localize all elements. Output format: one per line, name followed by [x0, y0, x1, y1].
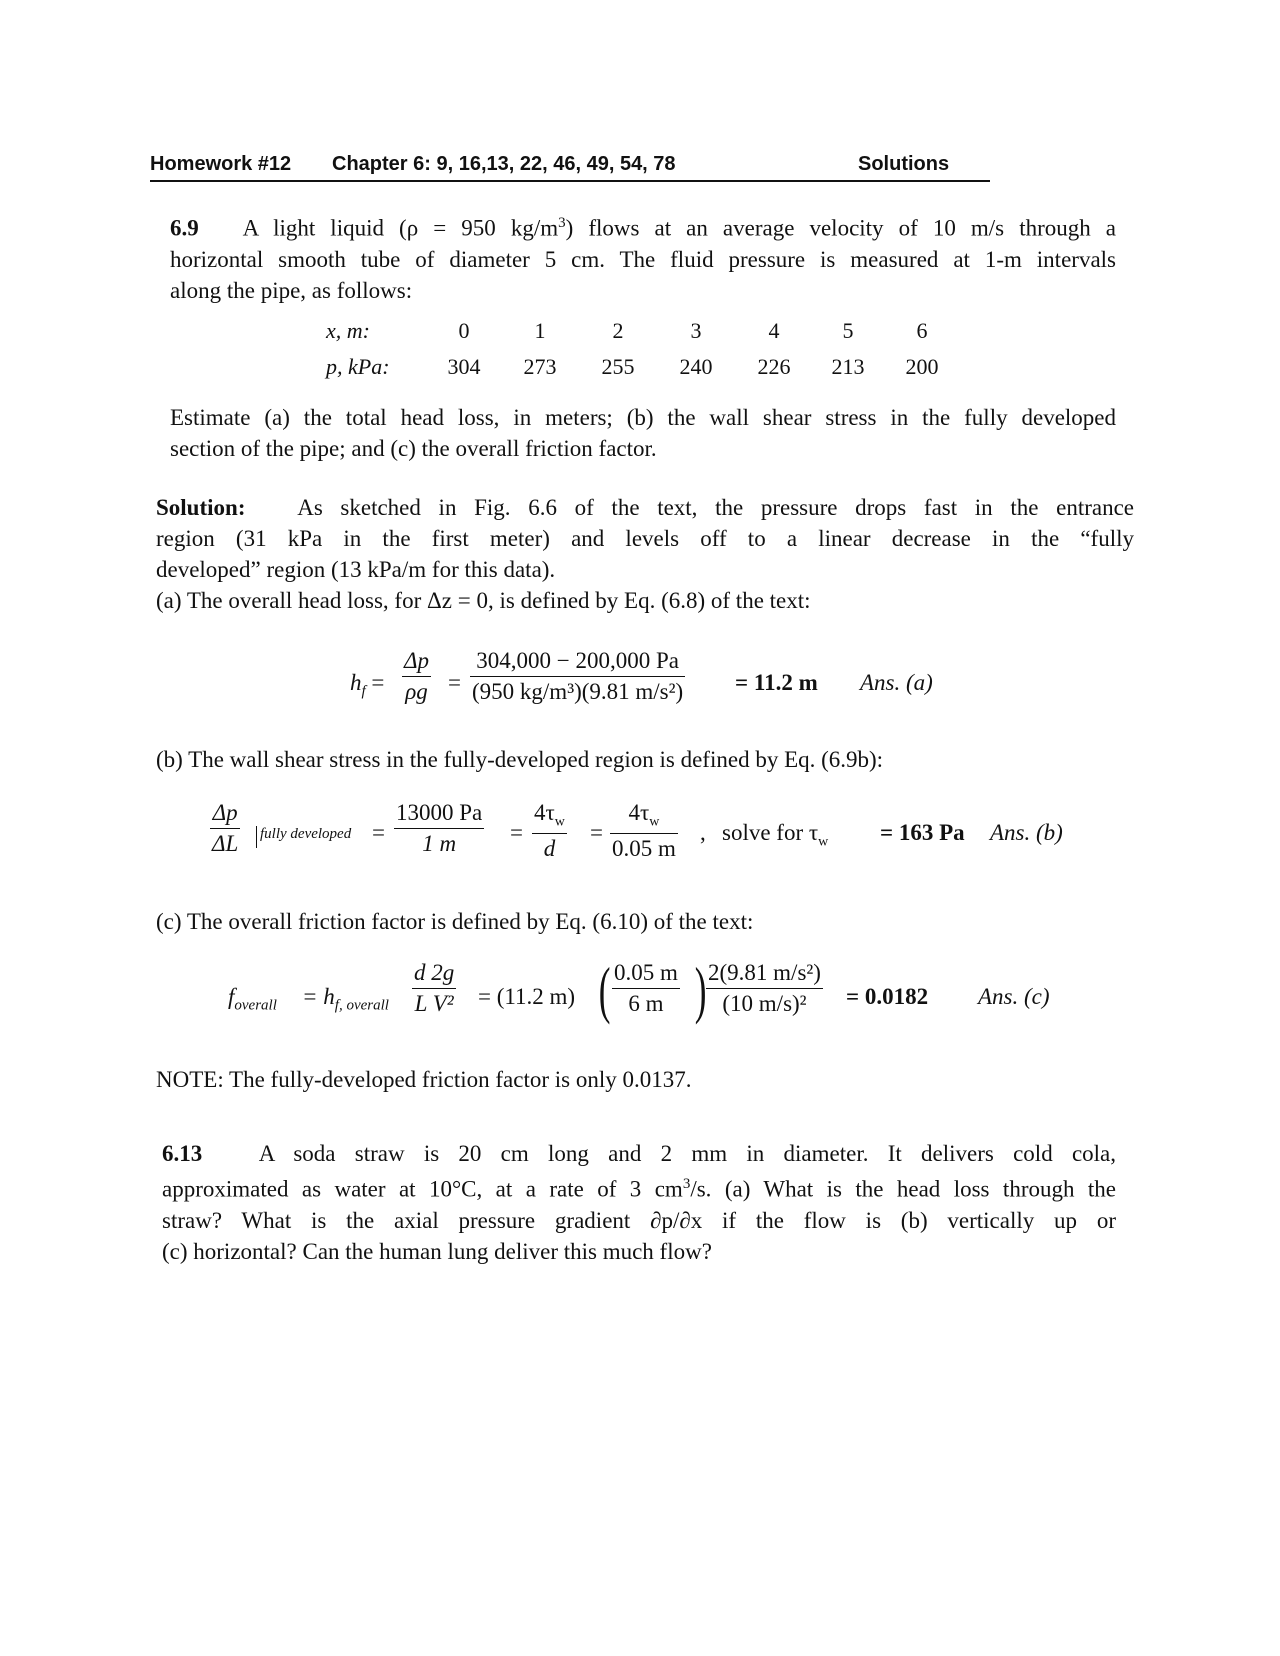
eq-h-sub: f, overall — [334, 997, 389, 1014]
tau-subscript: w — [554, 814, 565, 830]
table-cell: 2 — [612, 318, 624, 343]
table-cell: 1 — [534, 318, 546, 343]
numerator: 4τ — [534, 800, 555, 825]
answer-label: Ans. (a) — [860, 670, 933, 695]
denominator: L V² — [414, 991, 454, 1016]
page-header — [150, 150, 990, 182]
table-cell: 213 — [831, 354, 865, 379]
equation-c: $f_{overall}$ = $h_{f, overall}$ d 2g L V² = (11.2 m) ( 0.05 m 6 m ) 2(9.81 m/s²) (10 m/s)² = 0.0182 Ans. (c) — [228, 954, 1050, 1025]
statement-part: ) flows at an average velocity of 10 m/s through a — [565, 215, 1117, 241]
fraction — [532, 800, 567, 862]
table-cell: 3 — [690, 318, 702, 343]
solution-line: developed” region (13 kPa/m for this data). — [156, 557, 556, 582]
superscript: 3 — [682, 1176, 691, 1192]
denominator: (950 kg/m³)(9.81 m/s²) — [472, 679, 684, 704]
solve-text: solve for τ — [722, 820, 819, 845]
chapter-list: Chapter 6: 9, 16,13, 22, 46, 49, 54, 78 — [332, 153, 676, 175]
table-cell: 273 — [523, 354, 557, 379]
part-a-intro: (a) The overall head loss, for Δz = 0, is defined by Eq. (6.8) of the text: — [156, 588, 811, 613]
numerator: Δp — [404, 648, 429, 673]
statement-line: (c) horizontal? Can the human lung deliver this much flow? — [162, 1238, 712, 1264]
answer-label: Ans. (c) — [978, 984, 1050, 1009]
answer-value: = 163 Pa — [880, 820, 965, 845]
fraction — [210, 800, 240, 857]
solution-line: region (31 kPa in the first meter) and levels off to a linear decrease in the “fully — [156, 526, 1134, 551]
eq-lhs: f — [228, 984, 235, 1009]
fully-developed-sub: fully developed — [260, 826, 352, 842]
numerator: 13000 Pa — [396, 800, 483, 825]
table-cell: 226 — [757, 354, 791, 379]
statement-part: A light liquid (ρ = 950 kg/m — [242, 215, 559, 241]
numerator: 304,000 − 200,000 Pa — [476, 648, 679, 673]
x-label: x, m: — [326, 318, 370, 343]
tau-subscript: w — [649, 814, 660, 830]
fraction — [612, 960, 680, 1017]
solution-label: Solution: — [156, 495, 246, 520]
eq-h: = h — [302, 984, 335, 1009]
problem-number: 6.9 — [170, 215, 199, 241]
denominator: d — [543, 835, 556, 861]
problem-6-9-statement — [170, 208, 1116, 306]
fraction — [402, 648, 431, 705]
numerator: Δp — [212, 800, 238, 825]
table-cell: 5 — [842, 318, 854, 343]
fraction — [470, 648, 685, 705]
problem-number: 6.13 — [162, 1141, 203, 1166]
note-text: NOTE: The fully-developed friction factor is only 0.0137. — [156, 1067, 692, 1092]
estimate-line: Estimate (a) the total head loss, in meters; (b) the wall shear stress in the fully developed — [170, 405, 1116, 430]
superscript: 3 — [558, 215, 566, 231]
statement-line: along the pipe, as follows: — [170, 277, 413, 303]
equation-b: Δp ΔL fully developed = 13000 Pa 1 m = $4\tau_w$ d = $4\tau_w$ 0.05 m , solve for $\tau_w$ = 163 Pa Ans. (b) — [212, 800, 1063, 861]
estimate-line: section of the pipe; and (c) the overall friction factor. — [170, 436, 657, 461]
problem-6-13-statement — [162, 1138, 1116, 1267]
part-b-intro: (b) The wall shear stress in the fully-developed region is defined by Eq. (6.9b): — [156, 747, 884, 772]
denominator: 1 m — [422, 831, 457, 856]
tau-subscript: w — [818, 834, 829, 850]
statement-line: straw? What is the axial pressure gradient ∂p/∂x if the flow is (b) vertically up or — [162, 1207, 1116, 1233]
fraction — [412, 960, 456, 1017]
denominator: (10 m/s)² — [722, 991, 807, 1016]
denominator: 0.05 m — [612, 835, 676, 861]
statement-line: A soda straw is 20 cm long and 2 mm in diameter. It delivers cold cola, — [258, 1141, 1117, 1166]
pressure-table — [326, 318, 966, 388]
denominator: 6 m — [628, 991, 664, 1016]
solutions-label: Solutions — [858, 153, 950, 175]
table-cell: 240 — [679, 354, 713, 379]
homework-title: Homework #12 — [150, 153, 292, 175]
table-cell: 255 — [601, 354, 635, 379]
answer-label: Ans. (b) — [990, 820, 1063, 845]
numerator: 2(9.81 m/s²) — [708, 960, 821, 985]
statement-part: /s. (a) What is the head loss through the — [690, 1176, 1117, 1202]
statement-part: approximated as water at 10°C, at a rate of 3 cm — [162, 1176, 683, 1202]
problem-6-9-estimate — [170, 402, 1116, 464]
eq-lhs: h — [350, 670, 362, 695]
table-cell: 200 — [905, 354, 939, 379]
answer-value: = 0.0182 — [846, 984, 929, 1009]
numerator: 4τ — [628, 800, 650, 825]
denominator: ΔL — [212, 831, 239, 856]
fraction — [610, 800, 678, 862]
answer-value: = 11.2 m — [735, 670, 818, 695]
table-cell: 304 — [447, 354, 481, 379]
table-cell: 4 — [768, 318, 780, 343]
equation-a: $h_f$ = Δp ρg = 304,000 − 200,000 Pa (950 kg/m³)(9.81 m/s²) = 11.2 m Ans. (a) — [350, 648, 933, 704]
fraction — [394, 800, 484, 857]
numerator: d 2g — [414, 960, 455, 985]
numerator: 0.05 m — [614, 960, 678, 985]
eq-lhs-sub: overall — [234, 997, 277, 1014]
eq-mid: = (11.2 m) — [478, 984, 576, 1009]
denominator: ρg — [405, 679, 428, 704]
statement-line: horizontal smooth tube of diameter 5 cm. The fluid pressure is measured at 1-m intervals — [170, 246, 1116, 272]
solution-line: As sketched in Fig. 6.6 of the text, the pressure drops fast in the entrance — [297, 495, 1134, 520]
table-cell: 0 — [458, 318, 470, 343]
eq-lhs-sub: f — [361, 683, 366, 700]
solution-intro — [156, 492, 1134, 616]
p-label: p, kPa: — [326, 354, 390, 379]
table-cell: 6 — [916, 318, 928, 343]
fraction — [706, 960, 823, 1017]
part-c-intro: (c) The overall friction factor is defined by Eq. (6.10) of the text: — [156, 909, 754, 934]
